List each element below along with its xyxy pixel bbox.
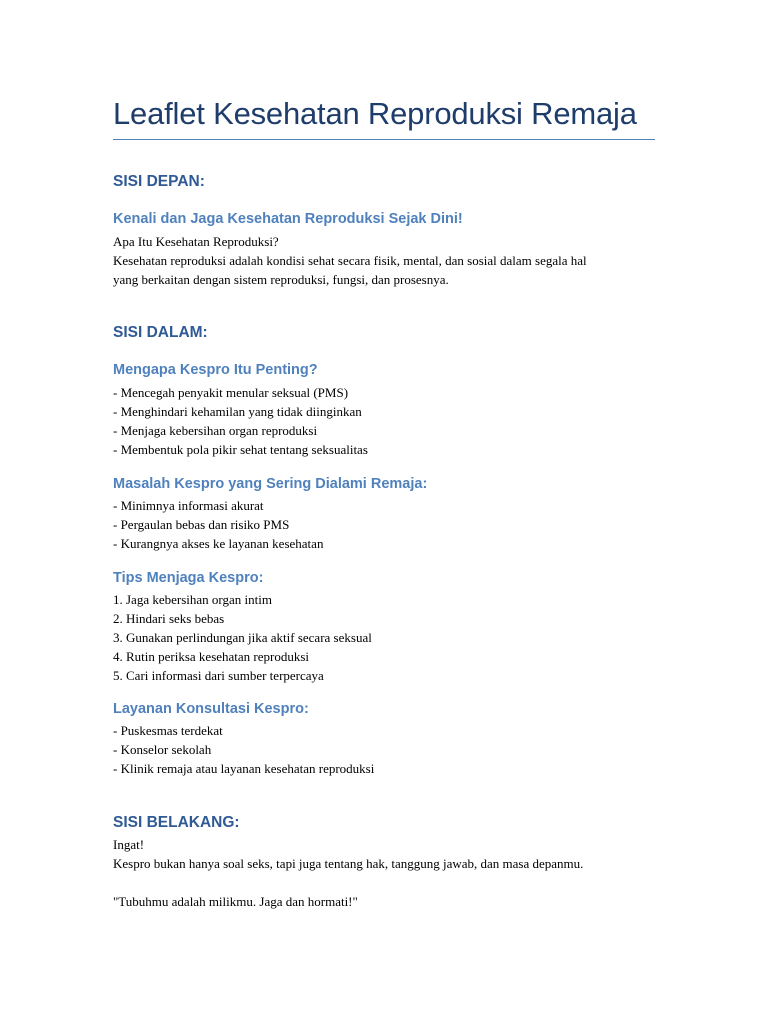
list-item: - Pergaulan bebas dan risiko PMS: [113, 517, 290, 532]
closing-quote: "Tubuhmu adalah milikmu. Jaga dan hormati!": [113, 894, 358, 909]
subheading-layanan-konsultasi: Layanan Konsultasi Kespro:: [113, 701, 309, 717]
subheading-mengapa-penting: Mengapa Kespro Itu Penting?: [113, 362, 318, 378]
subheading-tips-kespro: Tips Menjaga Kespro:: [113, 570, 264, 586]
text-line: Kespro bukan hanya soal seks, tapi juga tentang hak, tanggung jawab, dan masa depanmu.: [113, 856, 584, 871]
text-line: Ingat!: [113, 837, 145, 852]
list-item: - Konselor sekolah: [113, 742, 212, 757]
text-line: yang berkaitan dengan sistem reproduksi, fungsi, dan prosesnya.: [113, 272, 449, 287]
subheading-masalah-kespro: Masalah Kespro yang Sering Dialami Remaja:: [113, 476, 428, 492]
list-item: - Menghindari kehamilan yang tidak diinginkan: [113, 404, 362, 419]
list-item: 1. Jaga kebersihan organ intim: [113, 592, 272, 607]
list-item: 3. Gunakan perlindungan jika aktif secara seksual: [113, 630, 372, 645]
subheading-kenali: Kenali dan Jaga Kesehatan Reproduksi Sejak Dini!: [113, 211, 463, 227]
text-line: Apa Itu Kesehatan Reproduksi?: [113, 234, 279, 249]
list-item: - Puskesmas terdekat: [113, 723, 223, 738]
text-line: Kesehatan reproduksi adalah kondisi sehat secara fisik, mental, dan sosial dalam segala hal: [113, 253, 587, 268]
list-item: - Membentuk pola pikir sehat tentang seksualitas: [113, 442, 368, 457]
list-item: - Menjaga kebersihan organ reproduksi: [113, 423, 318, 438]
section-heading-sisi-depan: SISI DEPAN:: [113, 173, 205, 190]
list-item: 5. Cari informasi dari sumber terpercaya: [113, 668, 324, 683]
list-item: - Mencegah penyakit menular seksual (PMS): [113, 385, 349, 400]
list-item: - Kurangnya akses ke layanan kesehatan: [113, 536, 324, 551]
section-heading-sisi-dalam: SISI DALAM:: [113, 324, 208, 341]
list-item: - Minimnya informasi akurat: [113, 498, 264, 513]
section-heading-sisi-belakang: SISI BELAKANG:: [113, 814, 240, 831]
list-item: 4. Rutin periksa kesehatan reproduksi: [113, 649, 310, 664]
title-underline: [113, 139, 655, 140]
list-item: - Klinik remaja atau layanan kesehatan reproduksi: [113, 761, 375, 776]
list-item: 2. Hindari seks bebas: [113, 611, 225, 626]
document-title: Leaflet Kesehatan Reproduksi Remaja: [113, 96, 637, 131]
